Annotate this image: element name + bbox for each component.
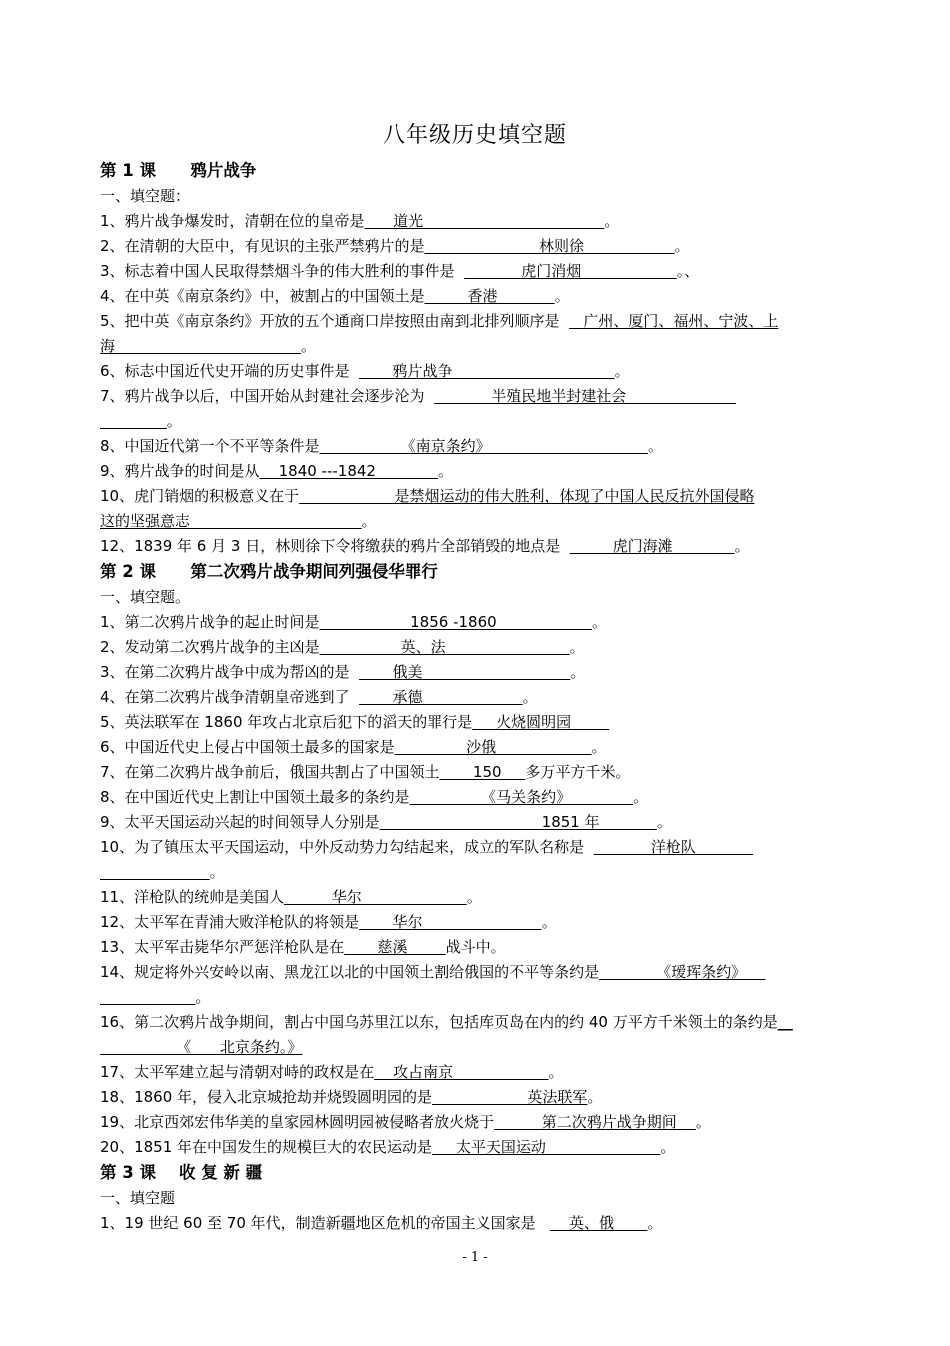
question-line	[100, 910, 855, 935]
question-line	[100, 434, 855, 459]
answer-blank: 香港	[424, 287, 555, 305]
question-text: 7、在第二次鸦片战争前后，俄国共割占了中国领土	[100, 763, 440, 781]
question-line	[100, 785, 855, 810]
answer-blank: 《马关条约》	[409, 788, 634, 806]
question-text: 第 2 课 第二次鸦片战争期间列强侵华罪行	[100, 562, 438, 581]
answer-blank: 英、俄	[549, 1214, 648, 1232]
answer-blank: 150	[439, 763, 526, 781]
answer-blank: 俄美	[359, 663, 571, 681]
punctuation: 。	[633, 788, 649, 806]
section-label	[100, 585, 855, 610]
question-text: 6、标志中国近代史开端的历史事件是	[100, 362, 360, 380]
question-text: 12、1839 年 6 月 3 日，林则徐下令将缴获的鸦片全部销毁的地点是	[100, 537, 570, 555]
answer-blank: 是禁烟运动的伟大胜利，体现了中国人民反抗外国侵略	[299, 487, 755, 505]
question-text: 一、填空题。	[100, 588, 191, 606]
answer-blank: 《 北京条约。》	[100, 1038, 303, 1056]
question-text: 12、太平军在青浦大败洋枪队的将领是	[100, 913, 360, 931]
question-line	[100, 309, 855, 334]
answer-blank: 虎门消烟	[464, 262, 677, 280]
question-line	[100, 735, 855, 760]
question-line	[100, 459, 855, 484]
question-text: 1、19 世纪 60 至 70 年代，制造新疆地区危机的帝国主义国家是	[100, 1214, 550, 1232]
answer-blank: 华尔	[284, 888, 467, 906]
punctuation: 。	[660, 1138, 676, 1156]
answer-blank: 《瑷珲条约》	[599, 963, 766, 981]
answer-blank: 英、法	[319, 638, 570, 656]
question-line	[100, 484, 855, 509]
question-line	[100, 1085, 855, 1110]
question-text: 第 3 课 收 复 新 疆	[100, 1163, 263, 1182]
question-text: 14、规定将外兴安岭以南、黑龙江以北的中国领土割给俄国的不平等条约是	[100, 963, 600, 981]
punctuation: 。	[166, 412, 182, 430]
question-line	[100, 610, 855, 635]
question-text: 8、中国近代第一个不平等条件是	[100, 437, 320, 455]
question-text: 18、1860 年，侵入北京城抢劫并烧毁圆明园的是	[100, 1088, 433, 1106]
question-line	[100, 660, 855, 685]
question-line	[100, 885, 855, 910]
punctuation: 。	[570, 663, 586, 681]
punctuation: 。	[592, 613, 608, 631]
punctuation: 。	[647, 1214, 663, 1232]
answer-blank: 太平天国运动	[432, 1138, 661, 1156]
question-text: 7、鸦片战争以后，中国开始从封建社会逐步沦为	[100, 387, 435, 405]
question-line	[100, 1010, 855, 1035]
punctuation: 。	[522, 688, 538, 706]
answer-blank: 半殖民地半封建社会	[434, 387, 736, 405]
question-text: 一、填空题	[100, 1189, 176, 1207]
punctuation: 。	[437, 462, 453, 480]
answer-blank: 慈溪	[344, 938, 446, 956]
question-line	[100, 359, 855, 384]
answer-blank: 这的坚强意志	[100, 512, 362, 530]
answer-blank: 洋枪队	[593, 838, 754, 856]
question-text: 4、在中英《南京条约》中，被割占的中国领土是	[100, 287, 425, 305]
answer-blank	[100, 863, 210, 881]
lesson-heading	[100, 158, 855, 184]
question-text: 4、在第二次鸦片战争清朝皇帝逃到了	[100, 688, 360, 706]
lesson-heading	[100, 559, 855, 585]
punctuation: 。	[674, 237, 690, 255]
question-text: 2、发动第二次鸦片战争的主凶是	[100, 638, 320, 656]
question-text: 17、太平军建立起与清朝对峙的政权是在	[100, 1063, 375, 1081]
section-label	[100, 1186, 855, 1211]
punctuation: 。	[656, 813, 672, 831]
punctuation: 。	[734, 537, 750, 555]
question-line	[100, 935, 855, 960]
answer-blank: 火烧圆明园	[472, 713, 610, 731]
question-text: 9、太平天国运动兴起的时间领导人分别是	[100, 813, 380, 831]
question-line	[100, 835, 855, 860]
section-label	[100, 184, 855, 209]
answer-blank: 海	[100, 337, 301, 355]
question-text: 5、英法联军在 1860 年攻占北京后犯下的滔天的罪行是	[100, 713, 473, 731]
punctuation: 。	[614, 362, 630, 380]
punctuation: 。	[209, 863, 225, 881]
question-line	[100, 534, 855, 559]
lesson-heading	[100, 1160, 855, 1186]
punctuation: 。	[466, 888, 482, 906]
question-text: 19、北京西郊宏伟华美的皇家园林圆明园被侵略者放火烧于	[100, 1113, 495, 1131]
question-line	[100, 685, 855, 710]
question-line	[100, 259, 855, 284]
punctuation: 。	[587, 1088, 603, 1106]
question-text: 2、在清朝的大臣中，有见识的主张严禁鸦片的是	[100, 237, 425, 255]
answer-blank: 承德	[359, 688, 523, 706]
punctuation: 。、	[676, 262, 700, 280]
question-text: 13、太平军击毙华尔严惩洋枪队是在	[100, 938, 345, 956]
answer-blank: 道光	[364, 212, 605, 230]
question-text: 8、在中国近代史上割让中国领土最多的条约是	[100, 788, 410, 806]
question-line	[100, 384, 855, 409]
answer-blank	[100, 412, 167, 430]
question-line	[100, 409, 855, 434]
answer-blank: 1840 ---1842	[259, 462, 438, 480]
punctuation: 。	[300, 337, 316, 355]
answer-blank: __	[777, 1013, 793, 1031]
question-line	[100, 1211, 855, 1236]
answer-blank: 英法联军	[432, 1088, 588, 1106]
question-text: 3、在第二次鸦片战争中成为帮凶的是	[100, 663, 360, 681]
question-line	[100, 960, 855, 985]
answer-blank: 第二次鸦片战争期间	[494, 1113, 696, 1131]
punctuation: 。	[695, 1113, 711, 1131]
question-line	[100, 710, 855, 735]
page-title: 八年级历史填空题	[382, 123, 567, 148]
answer-blank: 华尔	[359, 913, 542, 931]
punctuation: 战斗中。	[445, 938, 506, 956]
answer-blank: 1851 年	[379, 813, 657, 831]
question-text: 第 1 课 鸦片战争	[100, 161, 257, 180]
question-line	[100, 1110, 855, 1135]
question-line	[100, 635, 855, 660]
question-line	[100, 1060, 855, 1085]
question-line	[100, 1035, 855, 1060]
question-text: 10、虎门销烟的积极意义在于	[100, 487, 300, 505]
punctuation: 。	[195, 988, 211, 1006]
question-line	[100, 209, 855, 234]
punctuation: 。	[591, 738, 607, 756]
question-list	[100, 158, 855, 1236]
question-line	[100, 284, 855, 309]
question-text: 一、填空题：	[100, 187, 191, 205]
punctuation: 多万平方千米。	[525, 763, 631, 781]
answer-blank: 沙俄	[394, 738, 592, 756]
question-text: 6、中国近代史上侵占中国领土最多的国家是	[100, 738, 395, 756]
question-line	[100, 1135, 855, 1160]
question-line	[100, 334, 855, 359]
question-line	[100, 860, 855, 885]
punctuation: 。	[604, 212, 620, 230]
answer-blank: 林则徐	[424, 237, 675, 255]
answer-blank: 《南京条约》	[319, 437, 648, 455]
punctuation: 。	[548, 1063, 564, 1081]
answer-blank: 鸦片战争	[359, 362, 615, 380]
question-line	[100, 234, 855, 259]
punctuation: 。	[541, 913, 557, 931]
question-line	[100, 760, 855, 785]
question-text: 20、1851 年在中国发生的规模巨大的农民运动是	[100, 1138, 433, 1156]
punctuation: 。	[647, 437, 663, 455]
answer-blank	[100, 988, 195, 1006]
answer-blank: 1856 -1860	[319, 613, 593, 631]
answer-blank: 攻占南京	[374, 1063, 549, 1081]
answer-blank: 广州、厦门、福州、宁波、上	[569, 312, 779, 330]
question-text: 5、把中英《南京条约》开放的五个通商口岸按照由南到北排列顺序是	[100, 312, 570, 330]
question-text: 10、为了镇压太平天国运动，中外反动势力勾结起来，成立的军队名称是	[100, 838, 594, 856]
question-line	[100, 985, 855, 1010]
punctuation: 。	[361, 512, 377, 530]
question-text: 3、标志着中国人民取得禁烟斗争的伟大胜利的事件是	[100, 262, 465, 280]
question-text: 11、洋枪队的统帅是美国人	[100, 888, 285, 906]
question-text: 16、第二次鸦片战争期间，割占中国乌苏里江以东，包括库页岛在内的约 40 万平方千米领土的条约是	[100, 1013, 778, 1031]
page-number: - 1 -	[462, 1250, 488, 1265]
question-line	[100, 509, 855, 534]
punctuation: 。	[569, 638, 585, 656]
question-line	[100, 810, 855, 835]
question-text: 1、第二次鸦片战争的起止时间是	[100, 613, 320, 631]
answer-blank: 虎门海滩	[569, 537, 735, 555]
question-text: 1、鸦片战争爆发时，清朝在位的皇帝是	[100, 212, 365, 230]
punctuation: 。	[554, 287, 570, 305]
question-text: 9、鸦片战争的时间是从	[100, 462, 260, 480]
